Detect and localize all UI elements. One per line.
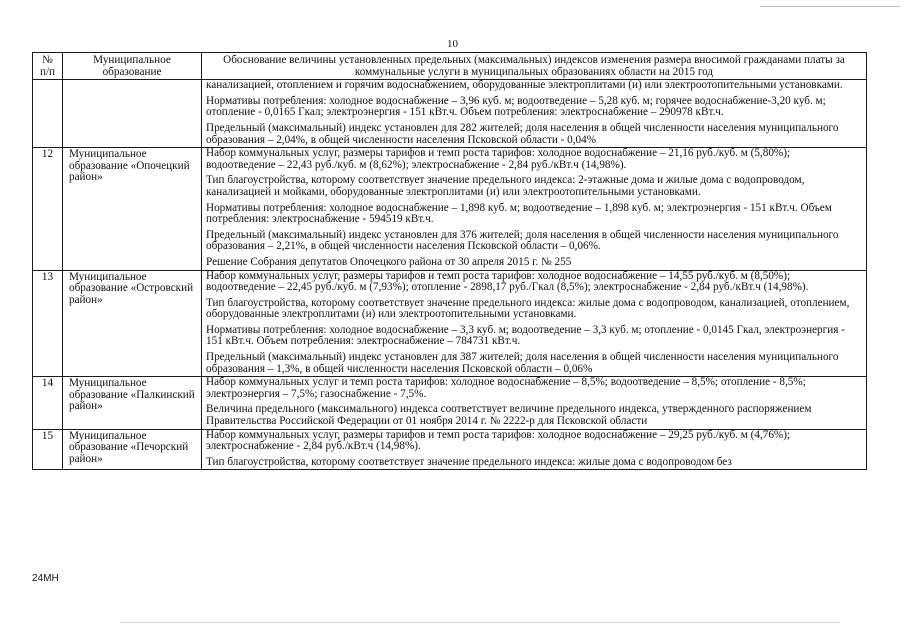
justification-paragraph: Тип благоустройства, которому соответствует значение предельного индекса: 2-этажные дома и жилые дома с водопроводом, канализацией и мойками, оборудованные электроплитами (и) или электроотопительными установками. bbox=[206, 174, 805, 198]
header-municipality-text: Муниципальное образование bbox=[93, 54, 171, 78]
justification-paragraph: Нормативы потребления: холодное водоснабжение – 3,3 куб. м; водоотведение – 3,3 куб. м; отопление - 0,0145 Гкал, электроэнергия - 151 кВт.ч. Объем потребления: электроснабжение – 784731 кВт.ч. bbox=[206, 323, 845, 348]
table-row bbox=[33, 429, 867, 470]
row-number: 13 bbox=[33, 270, 63, 377]
table-body bbox=[33, 80, 867, 470]
header-justification-text: Обоснование величины установленных предельных (максимальных) индексов изменения размера вносимой гражданами платы за коммунальные услуги в муниципальных образованиях области на 2015 год bbox=[223, 54, 845, 78]
row-justification bbox=[202, 80, 867, 148]
row-municipality bbox=[63, 80, 202, 148]
table-header-row bbox=[33, 53, 867, 80]
table-row bbox=[33, 377, 867, 429]
scan-artifact-top bbox=[760, 6, 900, 7]
justification-paragraph: Нормативы потребления: холодное водоснабжение – 1,898 куб. м; водоотведение – 1,898 куб. м; электроэнергия - 151 кВт.ч. Объем потребления: электроснабжение - 594519 кВт.ч. bbox=[206, 201, 832, 226]
row-justification bbox=[202, 148, 867, 270]
justification-paragraph: Набор коммунальных услуг, размеры тарифов и темп роста тарифов: холодное водоснабжение – 29,25 руб./куб. м (4,76%); электроснабжение - 2,84 руб./кВт.ч (14,98%). bbox=[206, 428, 791, 453]
row-municipality: Муниципальное образование «Островский район» bbox=[63, 270, 202, 377]
justification-paragraph: Тип благоустройства, которому соответствует значение предельного индекса: жилые дома с водопроводом без bbox=[206, 455, 732, 468]
row-number: 14 bbox=[33, 377, 63, 429]
scan-artifact-bottom bbox=[120, 622, 840, 623]
row-justification bbox=[202, 377, 867, 429]
row-number: 15 bbox=[33, 429, 63, 470]
table-row bbox=[33, 148, 867, 270]
header-municipality bbox=[63, 53, 202, 80]
table-row bbox=[33, 80, 867, 148]
row-number bbox=[33, 80, 63, 148]
header-number-text: № п/п bbox=[39, 54, 56, 78]
header-number bbox=[33, 53, 63, 80]
justification-paragraph: Нормативы потребления: холодное водоснабжение – 3,96 куб. м; водоотведение – 5,28 куб. м; горячее водоснабжение-3,20 куб. м; отопление - 0,0165 Гкал; электроэнергия - 151 кВт.ч. Объем потребления: электроснабжение – 290978 кВт.ч. bbox=[206, 94, 826, 119]
document-code: 24МН bbox=[32, 573, 59, 584]
justification-paragraph: Решение Собрания депутатов Опочецкого района от 30 апреля 2015 г. № 255 bbox=[206, 255, 572, 268]
justification-paragraph: Тип благоустройства, которому соответствует значение предельного индекса: жилые дома с водопроводом, канализацией, отоплением, оборудованные электроплитами (и) или электроотопительными установками. bbox=[206, 296, 850, 321]
row-justification bbox=[202, 270, 867, 377]
justification-paragraph: Набор коммунальных услуг и темп роста тарифов: холодное водоснабжение – 8,5%; водоотведение – 8,5%; отопление - 8,5%; электроэнергия – 7,5%; газоснабжение - 7,5%. bbox=[206, 376, 806, 400]
header-justification bbox=[202, 53, 867, 80]
row-municipality: Муниципальное образование «Печорский район» bbox=[63, 429, 202, 470]
page-number: 10 bbox=[447, 38, 458, 50]
justification-paragraph: Предельный (максимальный) индекс установлен для 376 жителей; доля населения в общей численности населения муниципального образования – 2,21%, в общей численности населения Псковской области – 0,06%. bbox=[206, 228, 839, 253]
justification-paragraph: Набор коммунальных услуг, размеры тарифов и темп роста тарифов: холодное водоснабжение – 21,16 руб./куб. м (5,80%); водоотведение – 22,43 руб./куб. м (8,62%); электроснабжение - 2,84 руб./кВт.ч (14,98%). bbox=[206, 147, 791, 171]
justification-paragraph: канализацией, отоплением и горячим водоснабжением, оборудованные электроплитами (и) или электроотопительными установками. bbox=[206, 79, 843, 92]
justification-paragraph: Набор коммунальных услуг, размеры тарифов и темп роста тарифов: холодное водоснабжение – 14,55 руб./куб. м (8,50%); водоотведение – 22,45 руб./куб. м (7,93%); отопление - 2898,17 руб./Гкал (8,5%); электроснабжение - 2,84 руб./кВт.ч (14,98%). bbox=[206, 269, 809, 294]
row-justification bbox=[202, 429, 867, 470]
justification-paragraph: Предельный (максимальный) индекс установлен для 387 жителей; доля населения в общей численности населения муниципального образования – 1,3%, в общей численности населения Псковской области – 0,06% bbox=[206, 351, 839, 375]
justification-paragraph: Предельный (максимальный) индекс установлен для 282 жителей; доля населения в общей численности населения муниципального образования – 2,04%, в общей численности населения Псковской области - 0,04% bbox=[206, 121, 839, 146]
row-municipality: Муниципальное образование «Опочецкий район» bbox=[63, 148, 202, 270]
row-municipality: Муниципальное образование «Палкинский район» bbox=[63, 377, 202, 429]
tariff-justification-table bbox=[32, 52, 867, 470]
table-row bbox=[33, 270, 867, 377]
row-number: 12 bbox=[33, 148, 63, 270]
justification-paragraph: Величина предельного (максимального) индекса соответствует величине предельного индекса, утвержденного распоряжением Правительства Российской Федерации от 01 ноября 2014 г. № 2222-р для Псковской области bbox=[206, 403, 812, 428]
